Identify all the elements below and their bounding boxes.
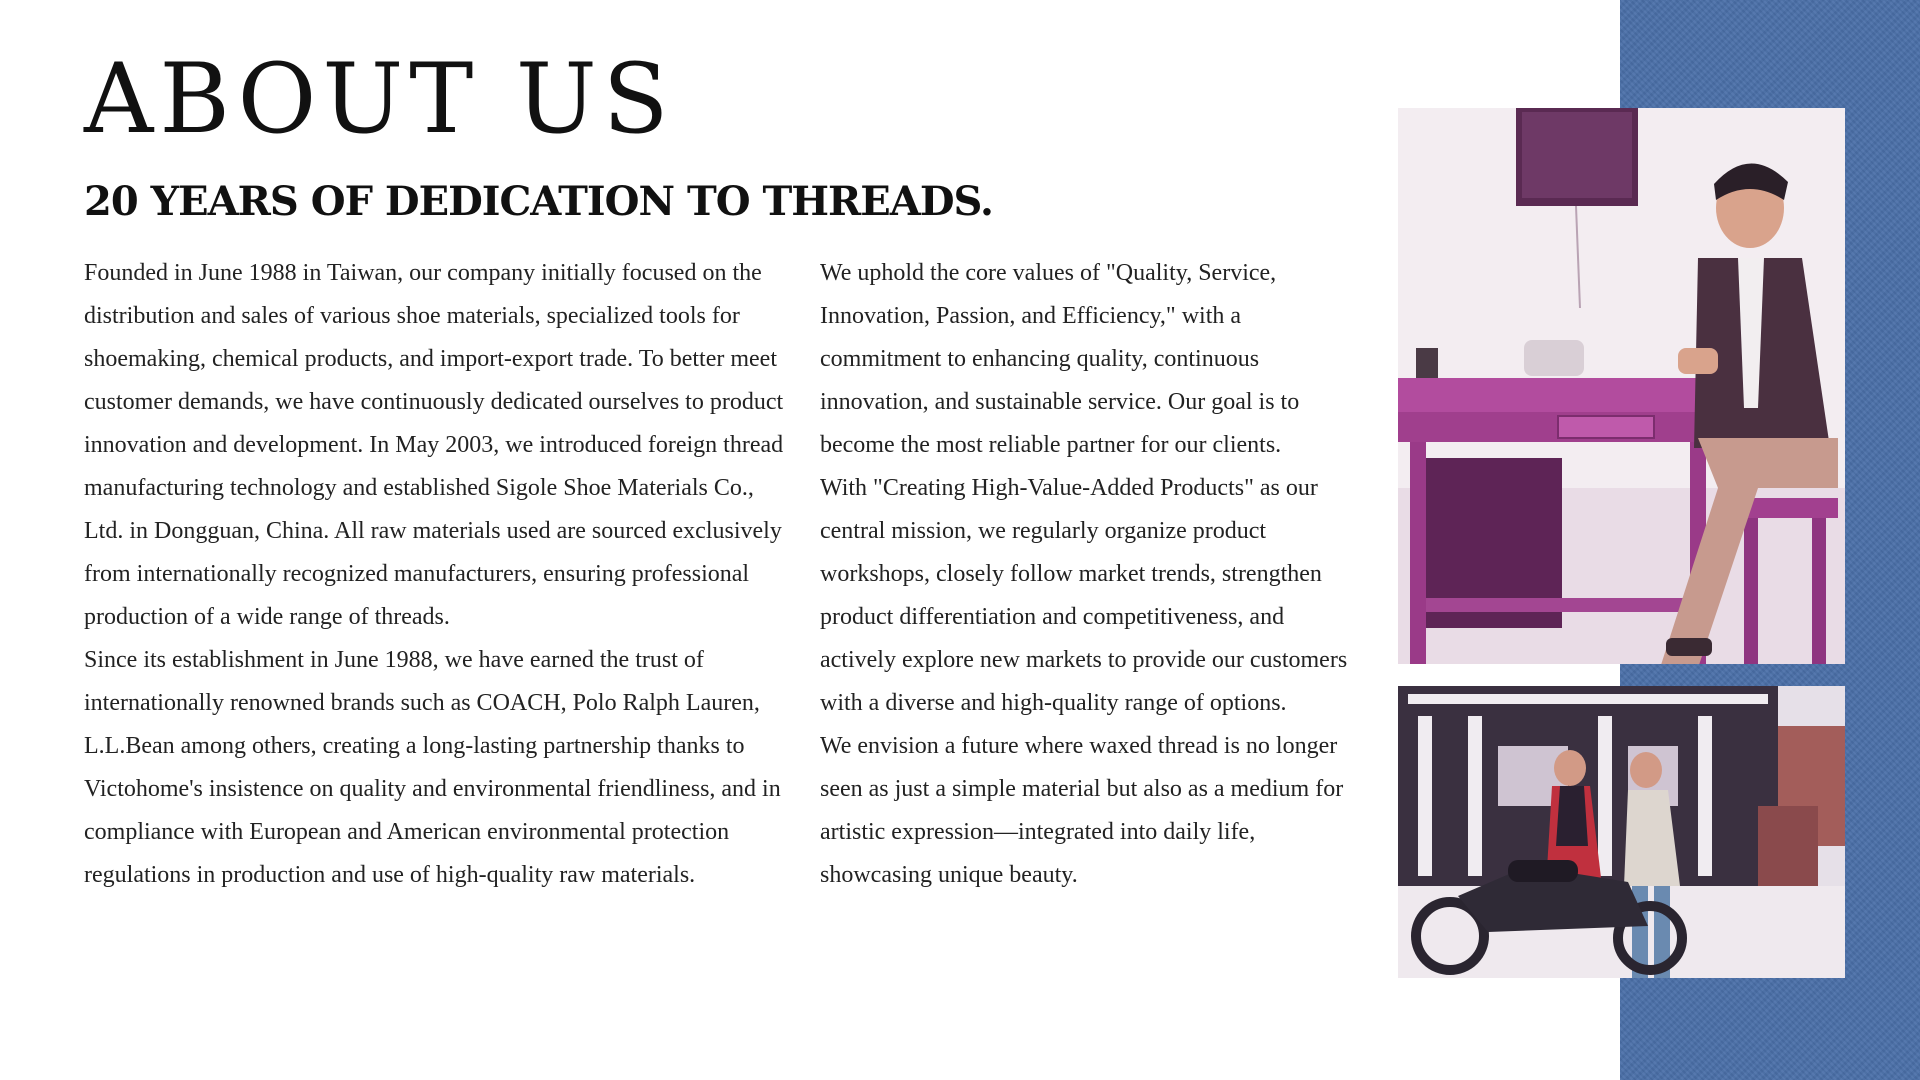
- left-text-column: [84, 252, 784, 897]
- page-subtitle: 20 YEARS OF DEDICATION TO THREADS.: [84, 178, 993, 225]
- vintage-motorcycle-photo-icon: [1398, 686, 1845, 978]
- paragraph-vision: We envision a future where waxed thread is no longer seen as just a simple material but also as a medium for artistic expression—integrated into daily life, showcasing unique beauty.: [820, 733, 1344, 888]
- right-text-column: [820, 252, 1350, 897]
- vintage-office-photo-icon: [1398, 108, 1845, 664]
- vintage-motorcycle-photo: [1398, 686, 1845, 978]
- vintage-office-photo: [1398, 108, 1845, 664]
- page-title: ABOUT US: [84, 43, 675, 155]
- paragraph-history: Founded in June 1988 in Taiwan, our company initially focused on the distribution and sales of various shoe materials, specialized tools for shoemaking, chemical products, and import-export trade. To better meet customer demands, we have continuously dedicated ourselves to product innovation and development. In May 2003, we introduced foreign thread manufacturing technology and established Sigole Shoe Materials Co., Ltd. in Dongguan, China. All raw materials used are sourced exclusively from internationally recognized manufacturers, ensuring professional production of a wide range of threads.: [84, 260, 784, 630]
- paragraph-mission: With "Creating High-Value-Added Products" as our central mission, we regularly organize product workshops, closely follow market trends, strengthen product differentiation and competitiveness, and actively explore new markets to provide our customers with a diverse and high-quality range of options.: [820, 475, 1348, 716]
- paragraph-brands: Since its establishment in June 1988, we have earned the trust of internationally renowned brands such as COACH, Polo Ralph Lauren, L.L.Bean among others, creating a long-lasting partnership thanks to Victohome's insistence on quality and environmental friendliness, and in compliance with European and American environmental protection regulations in production and use of high-quality raw materials.: [84, 647, 781, 888]
- paragraph-values: We uphold the core values of "Quality, Service, Innovation, Passion, and Efficiency," with a commitment to enhancing quality, continuous innovation, and sustainable service. Our goal is to become the most reliable partner for our clients.: [820, 260, 1300, 458]
